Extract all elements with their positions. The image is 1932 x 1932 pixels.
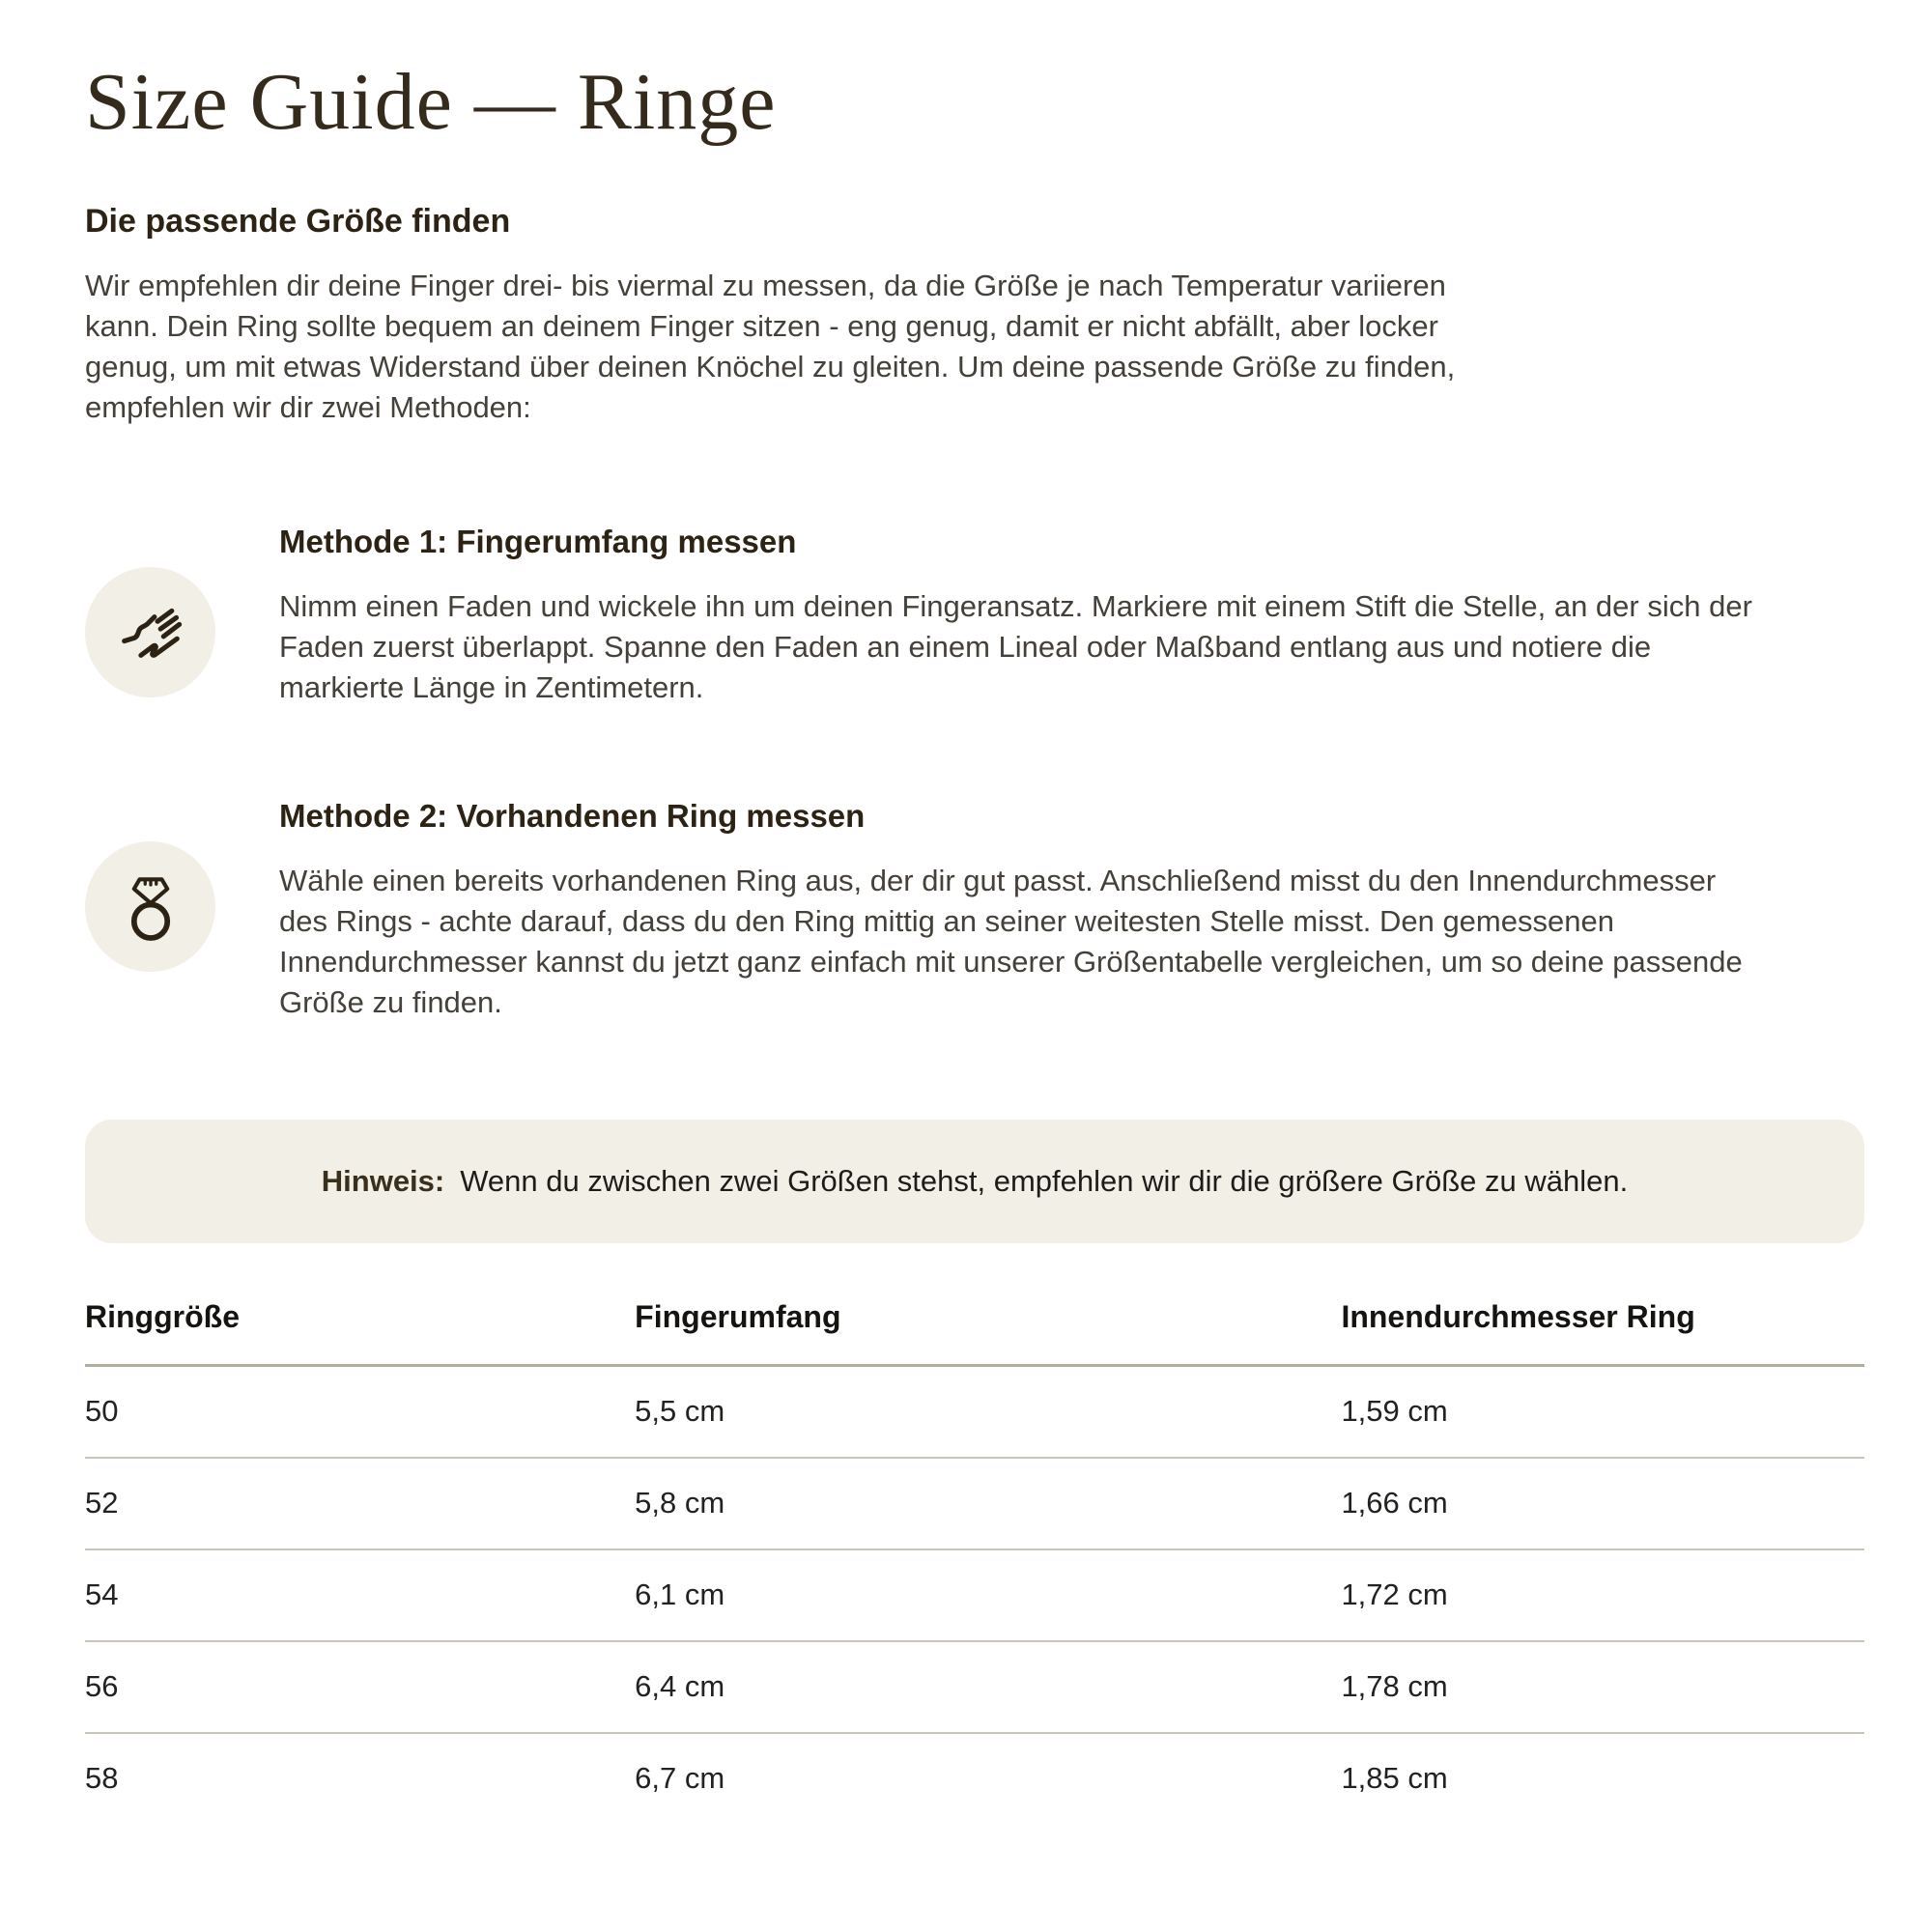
note-text: Wenn du zwischen zwei Größen stehst, empfehlen wir dir die größere Größe zu wählen.	[460, 1164, 1629, 1198]
table-row	[85, 1366, 1864, 1459]
page-title: Size Guide — Ringe	[85, 57, 777, 147]
cell-diameter: 1,85 cm	[1341, 1761, 1448, 1795]
intro-heading: Die passende Größe finden	[85, 203, 511, 240]
method-2-body: Wähle einen bereits vorhandenen Ring aus, der dir gut passt. Anschließend misst du den Innendurchmesser des Rings - achte darauf, dass du den Ring mittig an seiner weitesten Stelle misst. Den gemessenen Innendurchmesser kannst du jetzt ganz einfach mit unserer Größentabelle vergleichen, um so deine passende Größe zu finden.	[279, 864, 1743, 1019]
note-box	[85, 1120, 1864, 1243]
column-header-ringgroesse: Ringgröße	[85, 1299, 635, 1366]
cell-ring-size: 58	[85, 1761, 119, 1795]
table-row	[85, 1549, 1864, 1641]
cell-circumference: 5,5 cm	[635, 1366, 1341, 1459]
table-row	[85, 1458, 1864, 1549]
hand-icon	[85, 567, 215, 697]
cell-ring-size: 54	[85, 1549, 635, 1641]
cell-diameter: 1,66 cm	[1341, 1458, 1864, 1549]
method-2-icon-column	[85, 841, 215, 1023]
cell-ring-size: 50	[85, 1366, 635, 1459]
table-row	[85, 1641, 1864, 1733]
method-1-body: Nimm einen Faden und wickele ihn um deinen Fingeransatz. Markiere mit einem Stift die Stelle, an der sich der Faden zuerst überlappt. Spanne den Faden an einem Lineal oder Maßband entlang aus und notiere die markierte Länge in Zentimetern.	[279, 589, 1752, 704]
intro-paragraph: Wir empfehlen dir deine Finger drei- bis viermal zu messen, da die Größe je nach Temperatur variieren kann. Dein Ring sollte bequem an deinem Finger sitzen - eng genug, damit er nicht abfällt, aber locker genug, um mit etwas Widerstand über deinen Knöchel zu gleiten. Um deine passende Größe zu finden, empfehlen wir dir zwei Methoden:	[85, 269, 1456, 424]
cell-diameter: 1,72 cm	[1341, 1549, 1864, 1641]
cell-ring-size: 56	[85, 1641, 635, 1733]
method-1-heading: Methode 1: Fingerumfang messen	[279, 524, 797, 559]
table-header-row	[85, 1299, 1864, 1366]
cell-circumference: 6,1 cm	[635, 1549, 1341, 1641]
ring-size-table	[85, 1299, 1864, 1824]
cell-circumference: 6,7 cm	[635, 1761, 725, 1795]
method-2-heading: Methode 2: Vorhandenen Ring messen	[279, 798, 866, 834]
cell-circumference: 6,4 cm	[635, 1641, 1341, 1733]
method-2-section	[85, 797, 1864, 1023]
method-1-icon-column	[85, 567, 215, 708]
note-label: Hinweis:	[321, 1164, 445, 1198]
column-header-innendurchmesser: Innendurchmesser Ring	[1341, 1299, 1864, 1366]
cell-ring-size: 52	[85, 1458, 635, 1549]
ring-icon	[85, 841, 215, 972]
cell-circumference: 5,8 cm	[635, 1458, 1341, 1549]
column-header-fingerumfang: Fingerumfang	[635, 1299, 1341, 1366]
cell-diameter: 1,59 cm	[1341, 1366, 1864, 1459]
method-2-text	[279, 797, 1762, 1023]
cell-diameter: 1,78 cm	[1341, 1641, 1864, 1733]
table-row	[85, 1733, 1864, 1824]
method-1-section	[85, 523, 1864, 708]
method-1-text	[279, 523, 1762, 708]
